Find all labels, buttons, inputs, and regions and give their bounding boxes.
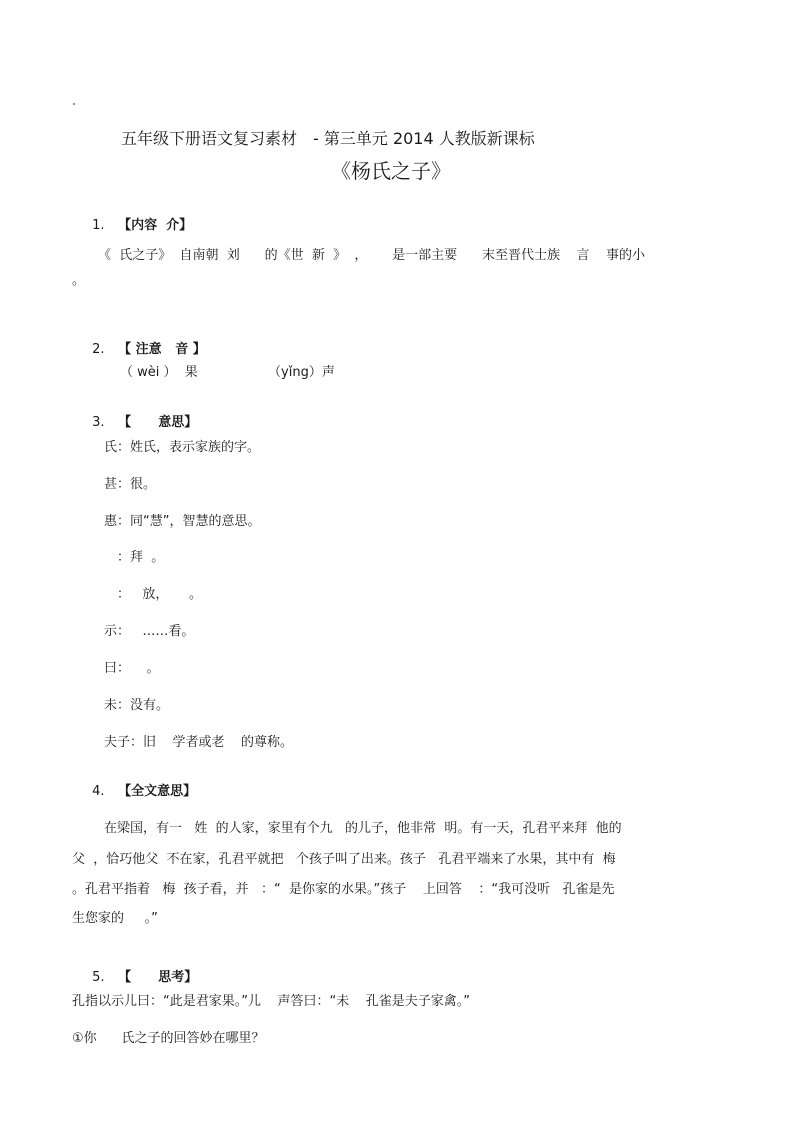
definition-line: 未：没有。: [104, 698, 170, 713]
paragraph-line: 生您家的 。”: [72, 911, 158, 926]
section-3-heading: [74, 403, 197, 442]
paragraph-line: 。: [72, 273, 86, 288]
section-number: 3.: [92, 415, 105, 430]
section-title: 【 注意 音 】: [118, 342, 206, 357]
definition-line: 甚：很。: [104, 477, 157, 492]
definition-line: 曰： 。: [104, 661, 160, 676]
definition-line: 夫子：旧 学者或老 的尊称。: [104, 735, 294, 750]
paragraph-line: 《 氏之子》 自南朝 刘 的《世 新 》 ， 是一部主要 末至晋代士族 言 事的小: [98, 248, 646, 263]
paragraph-line: 。孔君平指着 梅 孩子看，并 ：“ 是你家的水果。”孩子 上回答 ：“我可没听 孔雀是先: [72, 882, 615, 897]
definition-line: ：拜 。: [117, 550, 165, 565]
section-2-heading: [74, 330, 206, 369]
section-number: 2.: [92, 342, 105, 357]
definition-line: 氏：姓氏，表示家族的字。: [104, 440, 261, 455]
paragraph-line: 在梁国，有一 姓 的人家，家里有个九 的儿子，他非常 明。有一天，孔君平来拜 他的: [104, 821, 622, 836]
section-title: 【内容 介】: [118, 218, 193, 233]
lesson-title: 《杨氏之子》: [331, 159, 451, 183]
section-number: 5.: [92, 970, 105, 985]
paragraph-line: 父 ，恰巧他父 不在家，孔君平就把 个孩子叫了出来。孩子 孔君平端来了水果，其中有 梅: [72, 852, 616, 867]
section-number: 4.: [92, 784, 105, 799]
question-line: ①你 氏之子的回答妙在哪里？: [72, 1031, 265, 1046]
section-title: 【 思考】: [118, 970, 198, 985]
section-number: 1.: [92, 218, 105, 233]
section-1-heading: [74, 206, 192, 245]
section-5-heading: [74, 958, 197, 997]
pinyin-line: （ wèi ） 果 （yǐng）声: [120, 365, 335, 380]
definition-line: ： 放， 。: [117, 587, 203, 602]
document-title: 五年级下册语文复习素材 - 第三单元 2014 人教版新课标: [121, 129, 535, 148]
section-title: 【 意思】: [118, 415, 198, 430]
section-4-heading: [74, 772, 196, 811]
scan-speck: [73, 103, 75, 105]
definition-line: 示： ……看。: [104, 624, 195, 639]
section-title: 【全文意思】: [118, 784, 197, 799]
quote-line: 孔指以示儿曰：“此是君家果。”儿 声答曰：“未 孔雀是夫子家禽。”: [72, 994, 470, 1009]
definition-line: 惠：同“慧”，智慧的意思。: [104, 514, 261, 529]
